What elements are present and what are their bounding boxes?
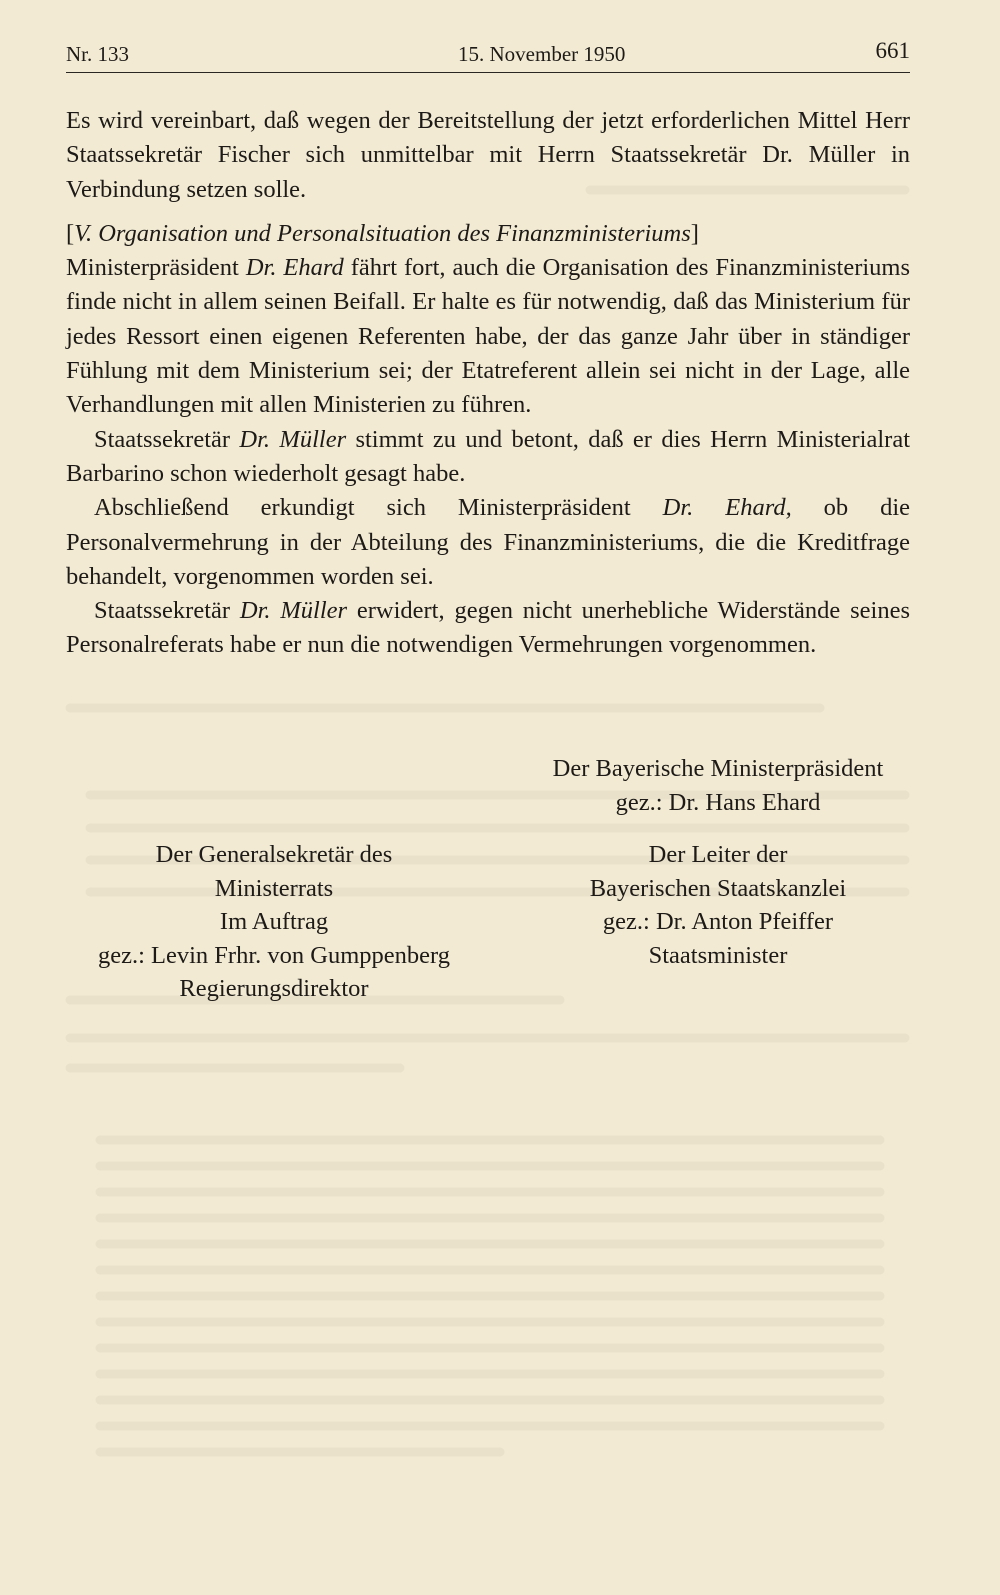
- signature-title: Der Bayerische Ministerpräsident: [552, 755, 884, 782]
- signature-title: Ministerrats: [214, 874, 334, 902]
- signature-rank: Staatsminister: [648, 941, 788, 969]
- signature-name: gez.: Dr. Anton Pfeiffer: [602, 908, 834, 935]
- paragraph-text: Ministerpräsident: [66, 254, 246, 282]
- signature-title: Der Generalsekretär des: [155, 841, 393, 868]
- paragraph-mueller-agrees: [66, 423, 910, 492]
- document-body: [66, 104, 910, 663]
- paragraph-personnel-question: [66, 491, 910, 594]
- speaker-name: Dr. Ehard,: [662, 494, 792, 522]
- paragraph-funding: Es wird vereinbart, daß wegen der Bereitstellung der jetzt erforderlichen Mittel Herr Staatssekretär Fischer sich unmittelbar mit Herrn Staatssekretär Dr. Müller in Verbindung setzen solle.: [66, 107, 910, 203]
- signature-rank: Regierungsdirektor: [179, 975, 369, 1002]
- running-header: [66, 38, 910, 73]
- speaker-name: Dr. Ehard: [245, 254, 344, 282]
- heading-bracket-open: [: [66, 219, 75, 247]
- signature-note: Im Auftrag: [219, 908, 329, 935]
- paragraph-organisation: [66, 251, 910, 422]
- signature-name: gez.: Levin Frhr. von Gumppenberg: [97, 941, 450, 969]
- paragraph-text: fährt fort, auch die Organisation des Finanzministeriums finde nicht in allem seinen Beifall. Er halte es für notwendig, daß das Ministerium für jedes Ressort einen eigenen Referenten habe, der das ganze Jahr über in ständiger Fühlung mit dem Ministerium sei; der Etatreferent allein sei nicht in der Lage, alle Verhandlungen mit allen Ministerien zu führen.: [66, 254, 910, 419]
- signature-chancellery: [530, 838, 906, 972]
- signature-secretary: [66, 838, 482, 1006]
- heading-bracket-close: ]: [690, 219, 699, 247]
- signature-name: gez.: Dr. Hans Ehard: [615, 788, 821, 816]
- signature-title: Bayerischen Staatskanzlei: [589, 874, 847, 902]
- signature-title: Der Leiter der: [648, 841, 788, 868]
- paragraph-text: Staatssekretär: [94, 425, 240, 453]
- signature-president: [530, 752, 906, 819]
- section-heading-text: V. Organisation und Personalsituation des Finanzministeriums: [74, 219, 691, 247]
- speaker-name: Dr. Müller: [239, 425, 347, 453]
- section-heading: [66, 217, 910, 251]
- page-number: 661: [875, 38, 910, 63]
- paragraph-text: ob die Personalvermehrung in der Abteilung des Finanzministeriums, die die Kreditfrage behandelt, vorgenommen worden sei.: [66, 494, 911, 590]
- paragraph-text: stimmt zu und betont, daß er dies Herrn Ministerialrat Barbarino schon wiederholt gesagt habe.: [66, 425, 910, 487]
- paragraph-text: Staatssekretär: [94, 597, 240, 625]
- paragraph-text: erwidert, gegen nicht unerhebliche Widerstände seines Personalreferats habe er nun die notwendigen Vermehrungen vorgenommen.: [66, 597, 911, 659]
- paragraph-mueller-reply: [66, 594, 910, 663]
- protocol-number: Nr. 133: [66, 42, 129, 66]
- header-date: 15. November 1950: [458, 42, 626, 66]
- speaker-name: Dr. Müller: [239, 597, 348, 625]
- paragraph-text: Abschließend erkundigt sich Ministerpräsident: [94, 494, 663, 522]
